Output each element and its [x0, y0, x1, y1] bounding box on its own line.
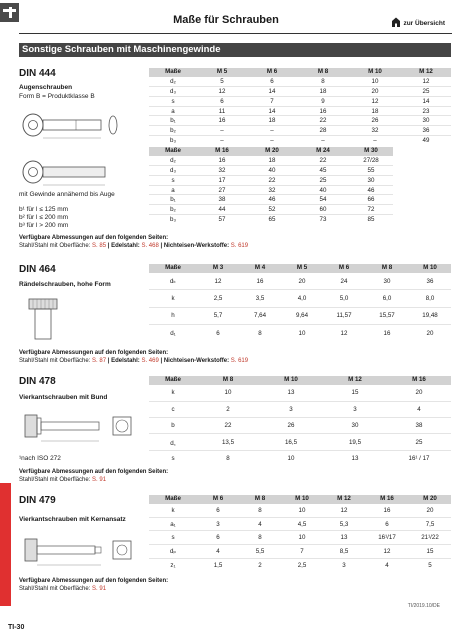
column-header: M 4 — [239, 264, 281, 273]
column-header: M 5 — [197, 68, 247, 77]
header-divider — [19, 33, 452, 34]
table-cell: 6 — [365, 517, 409, 531]
table-cell: 12 — [340, 329, 348, 337]
table-cell: 11 — [197, 106, 247, 116]
table-row — [149, 531, 451, 545]
table-cell: 4 — [239, 517, 281, 531]
table-cell: 20 — [387, 385, 451, 401]
table-cell: 14 — [401, 96, 451, 106]
iso-footnote: ¹nach ISO 272 — [19, 455, 61, 462]
column-header: M 8 — [197, 376, 259, 385]
table-cell: 12 — [365, 545, 409, 559]
availability-title: Verfügbare Abmessungen auf den folgenden Seiten: — [19, 469, 169, 475]
table-cell: 15 — [409, 545, 451, 559]
nonferrous-page-link[interactable]: S. 619 — [230, 243, 249, 249]
table-cell: 12 — [197, 87, 247, 97]
table-cell: 19,48 — [409, 307, 451, 324]
table-row — [149, 166, 393, 176]
table-cell: 16 — [297, 106, 349, 116]
table-cell: 16 — [365, 504, 409, 518]
table-cell: 8,5 — [323, 545, 365, 559]
table-cell: 49 — [422, 137, 430, 145]
table-cell: 7,64 — [239, 307, 281, 324]
table-cell: 3 — [259, 401, 323, 417]
eye-bolt-long-drawing — [21, 153, 121, 191]
table-cell: 5,5 — [239, 545, 281, 559]
product-description: Augenschrauben — [19, 84, 73, 91]
table-cell: 6 — [197, 504, 239, 518]
table-row — [149, 558, 451, 572]
table-cell: 10 — [197, 385, 259, 401]
availability-note: Verfügbare Abmessungen auf den folgenden Seiten: Stahl/Stahl mit Oberfläche: S. 87 | Edelstahl: S. 469 | Nichteisen-Werkstoffe: S. 619 — [19, 350, 249, 364]
table-cell: 32 — [247, 185, 297, 195]
dimension-table-m5-m12 — [149, 68, 451, 145]
column-header: Maße — [149, 495, 197, 504]
table-cell: 32 — [197, 166, 247, 176]
table-header-row — [149, 264, 451, 273]
table-cell: 10 — [281, 531, 323, 545]
table-row — [149, 116, 451, 126]
length-note: b³ für l > 200 mm — [19, 222, 69, 229]
column-header: M 30 — [349, 147, 393, 156]
column-header: M 24 — [297, 147, 349, 156]
table-row — [149, 136, 451, 146]
table-cell: 4,5 — [281, 517, 323, 531]
table-cell: 44 — [197, 205, 247, 215]
edition-code: TI/2019.10/DE — [407, 603, 440, 609]
dimension-label: a — [149, 106, 197, 116]
table-cell: 57 — [218, 216, 226, 224]
table-row — [149, 185, 393, 195]
table-cell: 12 — [197, 273, 239, 290]
eye-bolt-drawing — [21, 106, 121, 144]
section-title: Sonstige Schrauben mit Maschinengewinde — [19, 43, 451, 57]
column-header: M 20 — [247, 147, 297, 156]
table-cell: 3,5 — [239, 290, 281, 307]
table-cell: 8 — [239, 504, 281, 518]
table-cell: – — [321, 137, 325, 145]
table-cell: 21¹/22 — [409, 531, 451, 545]
table-row — [149, 307, 451, 324]
nonferrous-label: Nichteisen-Werkstoffe: — [163, 243, 231, 249]
length-note: b² für l ≤ 200 mm — [19, 214, 69, 221]
table-cell: 8 — [239, 531, 281, 545]
table-cell: 23 — [401, 106, 451, 116]
din479-block — [19, 495, 451, 600]
column-header: M 16 — [197, 147, 247, 156]
dimension-label: b₃ — [170, 216, 176, 224]
dimension-label: b₂ — [149, 205, 197, 215]
dimension-label: dₖ — [149, 273, 197, 290]
table-cell: 25 — [387, 434, 451, 450]
page-header — [0, 0, 452, 34]
table-cell: 8 — [258, 329, 262, 337]
column-header: M 12 — [401, 68, 451, 77]
table-cell: 16 — [239, 273, 281, 290]
table-cell: 10 — [281, 504, 323, 518]
table-row — [149, 126, 451, 136]
table-cell: 19,5 — [323, 434, 387, 450]
table-cell: 15 — [323, 385, 387, 401]
table-cell: 27/28 — [349, 156, 393, 166]
column-header: Maße — [149, 376, 197, 385]
table-row — [149, 106, 451, 116]
availability-title: Verfügbare Abmessungen auf den folgenden Seiten: — [19, 235, 169, 241]
table-cell: 46 — [247, 195, 297, 205]
table-row — [149, 96, 451, 106]
table-cell: 15,57 — [365, 307, 409, 324]
column-header: M 6 — [247, 68, 297, 77]
knurled-screw-drawing — [25, 297, 63, 343]
dimension-label: s — [149, 175, 197, 185]
dimension-label: c — [149, 401, 197, 417]
table-cell: 20 — [349, 87, 401, 97]
column-header: M 10 — [349, 68, 401, 77]
table-cell: 2 — [197, 401, 259, 417]
table-cell: 6,0 — [365, 290, 409, 307]
table-cell: 24 — [323, 273, 365, 290]
dimension-label: k — [149, 290, 197, 307]
table-row — [149, 504, 451, 518]
column-header: M 16 — [387, 376, 451, 385]
table-cell: 85 — [367, 216, 375, 224]
table-cell: 25 — [297, 175, 349, 185]
table-cell: 36 — [409, 273, 451, 290]
table-cell: 30 — [323, 418, 387, 434]
table-cell: 10 — [349, 77, 401, 87]
table-cell: 36 — [401, 126, 451, 136]
table-cell: – — [247, 126, 297, 136]
dimension-table — [149, 495, 451, 572]
table-header-row — [149, 147, 393, 156]
table-header-row — [149, 495, 451, 504]
dimension-label: k — [149, 504, 197, 518]
dimension-label: s — [171, 455, 175, 463]
table-cell: 8 — [297, 77, 349, 87]
table-cell: 16 — [197, 156, 247, 166]
table-cell: 6 — [197, 531, 239, 545]
table-cell: 40 — [247, 166, 297, 176]
table-cell: 4 — [197, 545, 239, 559]
din-number: DIN 478 — [19, 376, 56, 387]
dimension-label: k — [149, 385, 197, 401]
stainless-page-link[interactable]: S. 469 — [141, 358, 159, 364]
steel-label: Stahl/Stahl mit Oberfläche: — [19, 586, 93, 592]
table-header-row — [149, 68, 451, 77]
column-header: M 20 — [409, 495, 451, 504]
dimension-label: s — [149, 531, 197, 545]
table-cell: 3 — [197, 517, 239, 531]
dimension-label: a₁ — [149, 517, 197, 531]
table-cell: 18 — [247, 116, 297, 126]
dimension-label: d₃ — [149, 87, 197, 97]
table-cell: 28 — [297, 126, 349, 136]
steel-label: Stahl/Stahl mit Oberfläche: — [19, 243, 93, 249]
nonferrous-page-link[interactable]: S. 619 — [230, 358, 249, 364]
table-cell: 16 — [197, 116, 247, 126]
table-cell: 20 — [409, 504, 451, 518]
din-number: DIN 444 — [19, 68, 56, 79]
table-row — [149, 77, 451, 87]
availability-title: Verfügbare Abmessungen auf den folgenden Seiten: — [19, 578, 169, 584]
dimension-label: d₁ — [170, 329, 176, 337]
table-cell: 25 — [401, 87, 451, 97]
table-cell: 17 — [197, 175, 247, 185]
table-cell: – — [197, 126, 247, 136]
table-row — [149, 385, 451, 401]
table-cell: 4 — [385, 561, 389, 569]
table-cell: 52 — [247, 205, 297, 215]
table-cell: 9 — [297, 96, 349, 106]
column-header: M 6 — [323, 264, 365, 273]
table-cell: 10 — [287, 455, 295, 463]
dimension-label: d₃ — [149, 166, 197, 176]
table-cell: 13,5 — [197, 434, 259, 450]
table-cell: 22 — [197, 418, 259, 434]
column-header: M 12 — [323, 495, 365, 504]
table-cell: 11,57 — [323, 307, 365, 324]
dimension-label: a — [149, 185, 197, 195]
table-cell: 14 — [247, 87, 297, 97]
column-header: M 8 — [365, 264, 409, 273]
table-cell: 1,5 — [213, 561, 223, 569]
stainless-page-link[interactable]: S. 468 — [141, 243, 159, 249]
home-icon — [391, 17, 401, 27]
table-cell: – — [220, 137, 224, 145]
table-cell: 13 — [323, 531, 365, 545]
table-cell: 65 — [268, 216, 276, 224]
dimension-label: b₃ — [170, 137, 176, 145]
din478-block — [19, 376, 451, 486]
table-cell: 5 — [197, 77, 247, 87]
table-cell: 7,5 — [409, 517, 451, 531]
table-cell: 22 — [247, 175, 297, 185]
overview-link[interactable] — [391, 17, 445, 27]
table-cell: 54 — [297, 195, 349, 205]
table-cell: 5 — [428, 561, 432, 569]
dimension-label: d꜀ — [149, 434, 197, 450]
table-row — [149, 401, 451, 417]
table-cell: 16 — [383, 329, 391, 337]
table-row — [149, 450, 451, 466]
table-cell: 40 — [297, 185, 349, 195]
dimension-label: d₂ — [149, 77, 197, 87]
table-cell: 7 — [247, 96, 297, 106]
dimension-label: b₁ — [149, 116, 197, 126]
table-cell: 4 — [387, 401, 451, 417]
table-cell: 8 — [226, 455, 230, 463]
column-header: M 6 — [197, 495, 239, 504]
table-cell: 2 — [258, 561, 262, 569]
table-cell: 4,0 — [281, 290, 323, 307]
table-row — [149, 418, 451, 434]
stainless-label: Edelstahl: — [111, 243, 142, 249]
table-cell: 18 — [297, 87, 349, 97]
table-cell: 20 — [281, 273, 323, 290]
dimension-label: z₁ — [170, 561, 176, 569]
dimension-label: dₚ — [149, 545, 197, 559]
availability-note — [19, 468, 168, 484]
column-header: M 10 — [259, 376, 323, 385]
steel-page-link[interactable]: S. 91 — [92, 477, 107, 483]
table-row — [149, 175, 393, 185]
table-cell: 13 — [351, 455, 359, 463]
steel-label: Stahl/Stahl mit Oberfläche: — [19, 358, 93, 364]
dimension-label: b — [149, 418, 197, 434]
table-row — [149, 156, 393, 166]
table-cell: 22 — [297, 116, 349, 126]
table-row — [149, 545, 451, 559]
table-cell: 3 — [342, 561, 346, 569]
table-cell: – — [270, 137, 274, 145]
table-cell: – — [373, 137, 377, 145]
table-cell: 12 — [349, 96, 401, 106]
table-cell: 8,0 — [409, 290, 451, 307]
table-cell: 32 — [349, 126, 401, 136]
table-cell: 38 — [197, 195, 247, 205]
table-row — [149, 434, 451, 450]
table-cell: 20 — [426, 329, 434, 337]
table-row — [149, 273, 451, 290]
column-header: Maße — [149, 68, 197, 77]
square-head-core-bolt-drawing — [21, 533, 141, 571]
column-header: Maße — [149, 264, 197, 273]
dimension-table-m16-m30 — [149, 147, 393, 224]
table-cell: 22 — [297, 156, 349, 166]
table-row — [149, 87, 451, 97]
table-cell: 10 — [298, 329, 306, 337]
stainless-label: Edelstahl: — [111, 358, 142, 364]
table-cell: 30 — [401, 116, 451, 126]
table-cell: 9,64 — [281, 307, 323, 324]
product-description: Vierkantschrauben mit Kernansatz — [19, 516, 126, 523]
availability-note: Verfügbare Abmessungen auf den folgenden Seiten: Stahl/Stahl mit Oberfläche: S. 85 | Edelstahl: S. 468 | Nichteisen-Werkstoffe: S. 619 — [19, 235, 249, 249]
table-cell: 26 — [259, 418, 323, 434]
table-row — [149, 290, 451, 307]
table-cell: 18 — [349, 106, 401, 116]
table-cell: 12 — [401, 77, 451, 87]
table-cell: 30 — [349, 175, 393, 185]
table-cell: 5,7 — [197, 307, 239, 324]
column-header: M 8 — [297, 68, 349, 77]
table-cell: 46 — [349, 185, 393, 195]
availability-note — [19, 577, 168, 593]
dimension-table — [149, 264, 451, 342]
table-cell: 16¹ / 17 — [408, 455, 430, 463]
table-cell: 16¹/17 — [365, 531, 409, 545]
column-header: M 8 — [239, 495, 281, 504]
steel-page-link[interactable]: S. 85 — [92, 243, 107, 249]
product-class: Form B = Produktklasse B — [19, 93, 95, 100]
steel-page-link[interactable]: S. 87 — [92, 358, 107, 364]
thread-note: mit Gewinde annähernd bis Auge — [19, 191, 115, 198]
din444-block — [19, 68, 451, 263]
table-cell: 72 — [349, 205, 393, 215]
table-row — [149, 195, 393, 205]
table-cell: 6 — [247, 77, 297, 87]
column-header: M 3 — [197, 264, 239, 273]
table-cell: 27 — [197, 185, 247, 195]
table-row — [149, 215, 393, 225]
din464-block — [19, 264, 451, 364]
table-row — [149, 517, 451, 531]
table-cell: 2,5 — [297, 561, 307, 569]
table-cell: 38 — [387, 418, 451, 434]
din-number: DIN 479 — [19, 495, 56, 506]
din-number: DIN 464 — [19, 264, 56, 275]
table-cell: 7 — [281, 545, 323, 559]
column-header: M 12 — [323, 376, 387, 385]
page-title: Maße für Schrauben — [173, 14, 279, 26]
dimension-table — [149, 376, 451, 467]
table-cell: 66 — [349, 195, 393, 205]
table-cell: 45 — [297, 166, 349, 176]
table-cell: 30 — [365, 273, 409, 290]
dimension-label: s — [149, 96, 197, 106]
table-cell: 18 — [247, 156, 297, 166]
dimension-label: b₁ — [149, 195, 197, 205]
steel-label: Stahl/Stahl mit Oberfläche: — [19, 477, 93, 483]
dimension-label: b₂ — [149, 126, 197, 136]
column-header: M 5 — [281, 264, 323, 273]
table-cell: 16,5 — [259, 434, 323, 450]
table-row — [149, 324, 451, 341]
table-cell: 5,0 — [323, 290, 365, 307]
table-cell: 12 — [323, 504, 365, 518]
table-cell: 73 — [319, 216, 327, 224]
table-cell: 14 — [247, 106, 297, 116]
column-header: M 16 — [365, 495, 409, 504]
length-note: b¹ für l ≤ 125 mm — [19, 206, 69, 213]
product-description: Vierkantschrauben mit Bund — [19, 394, 108, 401]
table-cell: 26 — [349, 116, 401, 126]
chapter-marker — [0, 483, 11, 606]
table-cell: 2,5 — [197, 290, 239, 307]
overview-label: zur Übersicht — [403, 20, 445, 27]
table-cell: 60 — [297, 205, 349, 215]
column-header: Maße — [149, 147, 197, 156]
table-cell: 3 — [323, 401, 387, 417]
table-cell: 6 — [197, 96, 247, 106]
steel-page-link[interactable]: S. 91 — [92, 586, 107, 592]
table-cell: 13 — [259, 385, 323, 401]
nonferrous-label: Nichteisen-Werkstoffe: — [163, 358, 231, 364]
table-cell: 6 — [216, 329, 220, 337]
availability-title: Verfügbare Abmessungen auf den folgenden Seiten: — [19, 350, 169, 356]
table-cell: 55 — [349, 166, 393, 176]
table-header-row — [149, 376, 451, 385]
page-number: TI-30 — [8, 624, 25, 631]
column-header: M 10 — [281, 495, 323, 504]
table-row — [149, 205, 393, 215]
dimension-label: h — [149, 307, 197, 324]
table-cell: 5,3 — [323, 517, 365, 531]
dimension-label: d₂ — [149, 156, 197, 166]
square-head-bolt-drawing — [21, 407, 141, 447]
product-description: Rändelschrauben, hohe Form — [19, 281, 111, 288]
column-header: M 10 — [409, 264, 451, 273]
